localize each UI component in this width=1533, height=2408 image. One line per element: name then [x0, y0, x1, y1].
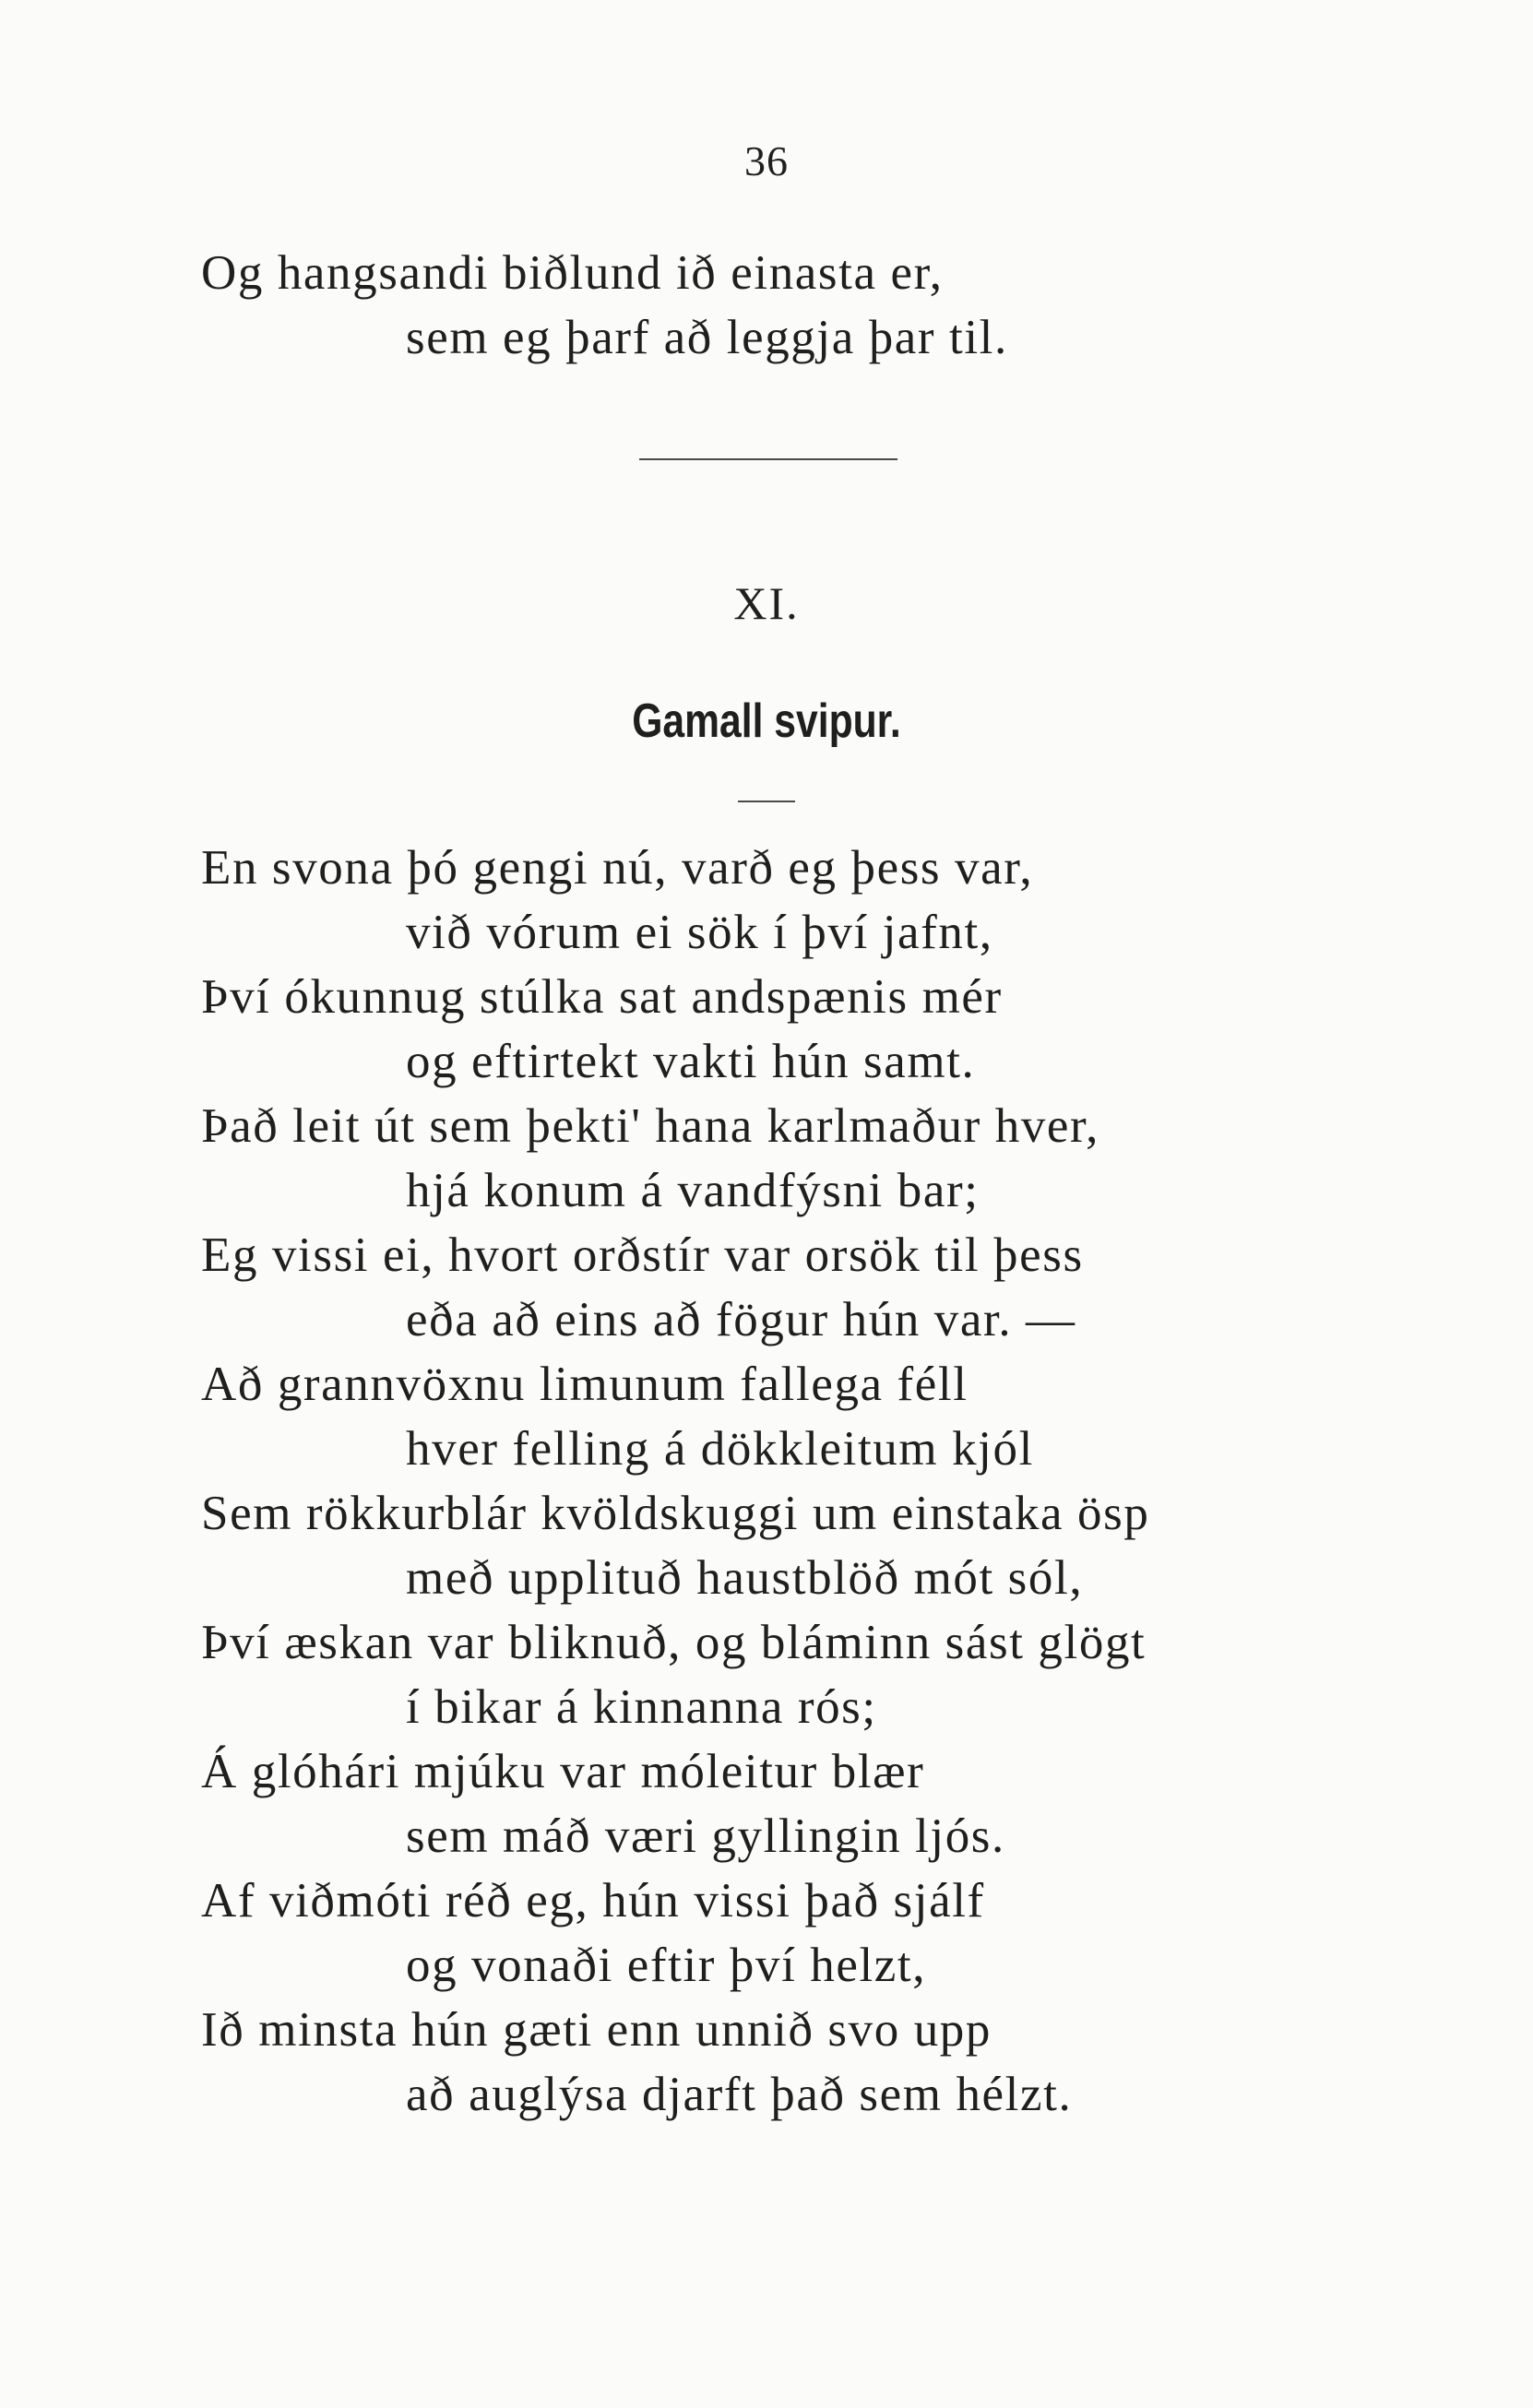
intro-line-2: sem eg þarf að leggja þar til.: [406, 311, 1008, 364]
poem-line-13: Því æskan var bliknuð, og bláminn sást glögt: [201, 1616, 1147, 1669]
poem-line-12: með upplituð haustblöð mót sól,: [406, 1551, 1084, 1605]
poem-line-8: eða að eins að fögur hún var. —: [406, 1293, 1076, 1346]
poem-line-15: Á glóhári mjúku var móleitur blær: [201, 1745, 925, 1798]
poem-line-20: að auglýsa djarft það sem hélzt.: [406, 2068, 1073, 2121]
poem-line-10: hver felling á dökkleitum kjól: [406, 1422, 1034, 1476]
section-number: XI.: [733, 577, 800, 629]
poem-line-1: En svona þó gengi nú, varð eg þess var,: [201, 841, 1034, 895]
poem-line-19: Ið minsta hún gæti enn unnið svo upp: [201, 2003, 992, 2057]
poem-line-17: Af viðmóti réð eg, hún vissi það sjálf: [201, 1874, 985, 1928]
poem-line-14: í bikar á kinnanna rós;: [406, 1680, 877, 1734]
poem-line-16: sem máð væri gyllingin ljós.: [406, 1809, 1005, 1863]
poem-line-18: og vonaði eftir því helzt,: [406, 1939, 927, 1992]
poem-line-9: Að grannvöxnu limunum fallega féll: [201, 1358, 969, 1411]
title-divider: [738, 801, 795, 802]
poem-line-7: Eg vissi ei, hvort orðstír var orsök til þess: [201, 1228, 1084, 1282]
section-title: Gamall svipur.: [632, 694, 901, 748]
poem-line-3: Því ókunnug stúlka sat andspænis mér: [201, 970, 1003, 1024]
poem-line-11: Sem rökkurblár kvöldskuggi um einstaka ösp: [201, 1487, 1150, 1540]
section-divider: [639, 458, 897, 460]
poem-line-6: hjá konum á vandfýsni bar;: [406, 1164, 980, 1217]
poem-line-2: við vórum ei sök í því jafnt,: [406, 906, 993, 959]
poem-line-4: og eftirtekt vakti hún samt.: [406, 1035, 976, 1088]
page-number: 36: [744, 137, 789, 184]
poem-line-5: Það leit út sem þekti' hana karlmaður hver,: [201, 1099, 1100, 1153]
intro-line-1: Og hangsandi biðlund ið einasta er,: [201, 246, 944, 300]
